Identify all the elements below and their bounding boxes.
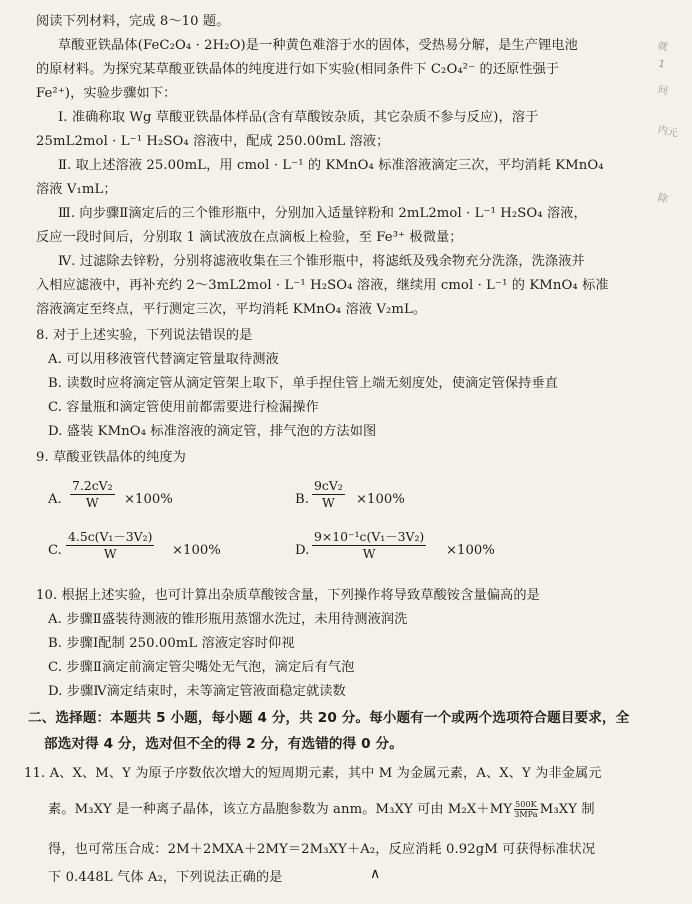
q11-line3: 得，也可常压合成：2M＋2MXA＋2MY＝2M₃XY＋A₂，反应消耗 0.92gM 可获得标准状况	[48, 842, 596, 857]
q10-option-b: B. 步骤Ⅰ配制 250.00mL 溶液定容时仰视	[48, 636, 295, 651]
q9-option-d-tail: ×100%	[446, 543, 495, 558]
step3-line-a: Ⅲ. 向步骤Ⅱ滴定后的三个锥形瓶中，分别加入适量锌粉和 2mL2mol · L⁻¹ H₂SO₄ 溶液，	[58, 206, 587, 221]
q9-option-a-denominator: W	[85, 495, 99, 510]
q10-stem: 10. 根据上述实验，也可计算出杂质草酸铵含量，下列操作将导致草酸铵含量偏高的是	[36, 588, 540, 603]
q9-option-c-denominator: W	[103, 546, 117, 561]
q8-stem: 8. 对于上述实验，下列说法错误的是	[36, 328, 253, 343]
margin-bleed-4: 内元	[656, 124, 679, 140]
margin-bleed-2: 1	[657, 58, 666, 71]
q10-option-c: C. 步骤Ⅱ滴定前滴定管尖嘴处无气泡，滴定后有气泡	[48, 660, 355, 675]
material-p1b: 的原材料。为探究某草酸亚铁晶体的纯度进行如下实验(相同条件下 C₂O₄²⁻ 的还原性强于	[36, 62, 560, 77]
reaction-condition-pressure: 3MPa	[514, 810, 538, 819]
q8-option-d: D. 盛装 KMnO₄ 标准溶液的滴定管，排气泡的方法如图	[48, 424, 377, 439]
material-p1a: 草酸亚铁晶体(FeC₂O₄ · 2H₂O)是一种黄色难溶于水的固体，受热易分解，是生产锂电池	[58, 38, 578, 53]
reaction-condition-arrow	[514, 800, 538, 819]
q9-option-a-fraction	[70, 478, 115, 510]
step1-line-b: 25mL2mol · L⁻¹ H₂SO₄ 溶液中，配成 250.00mL 溶液；	[36, 134, 390, 149]
q9-option-d-label: D.	[295, 543, 310, 558]
q9-option-a-label: A.	[48, 492, 62, 507]
step4-line-c: 溶液滴定至终点，平行测定三次，平均消耗 KMnO₄ 溶液 V₂mL。	[36, 302, 427, 317]
section2-instructions-line2: 部选对得 4 分，选对但不全的得 2 分，有选错的得 0 分。	[44, 736, 403, 752]
q11-line2	[48, 800, 595, 820]
q9-stem: 9. 草酸亚铁晶体的纯度为	[36, 450, 186, 465]
q9-option-b-numerator: 9cV₂	[314, 478, 343, 493]
q10-option-a: A. 步骤Ⅱ盛装待测液的锥形瓶用蒸馏水洗过，未用待测液润洗	[48, 612, 408, 627]
handwritten-caret-mark: ∧	[370, 866, 381, 882]
q11-line1: 11. A、X、M、Y 为原子序数依次增大的短周期元素，其中 M 为金属元素，A、X、Y 为非金属元	[24, 766, 602, 781]
q8-option-c: C. 容量瓶和滴定管使用前都需要进行检漏操作	[48, 400, 319, 415]
reaction-condition-temperature: 500K	[515, 800, 537, 809]
q9-option-c-numerator: 4.5c(V₁－3V₂)	[68, 529, 153, 544]
step1-line-a: Ⅰ. 准确称取 Wg 草酸亚铁晶体样品(含有草酸铵杂质，其它杂质不参与反应)，溶于	[58, 110, 539, 125]
margin-bleed-3: 问	[656, 84, 669, 98]
section2-instructions-line1: 二、选择题：本题共 5 小题，每小题 4 分，共 20 分。每小题有一个或两个选项符合题目要求，全	[28, 710, 630, 726]
step2-line-a: Ⅱ. 取上述溶液 25.00mL，用 cmol · L⁻¹ 的 KMnO₄ 标准溶液滴定三次，平均消耗 KMnO₄	[58, 158, 604, 173]
material-p1c: Fe²⁺)，实验步骤如下：	[36, 86, 177, 101]
q9-option-a-numerator: 7.2cV₂	[72, 478, 113, 493]
step4-line-b: 入相应滤液中，再补充约 2～3mL2mol · L⁻¹ H₂SO₄ 溶液，继续用 cmol · L⁻¹ 的 KMnO₄ 标准	[36, 278, 609, 293]
q9-option-d-denominator: W	[362, 546, 376, 561]
q9-option-b-denominator: W	[322, 495, 335, 510]
margin-bleed-1: 就	[656, 40, 669, 54]
q9-option-d-fraction	[312, 529, 426, 561]
q9-option-d-numerator: 9×10⁻¹c(V₁－3V₂)	[314, 529, 425, 544]
q9-option-a-tail: ×100%	[124, 492, 173, 507]
q9-option-b-tail: ×100%	[356, 492, 405, 507]
q8-option-b: B. 读数时应将滴定管从滴定管架上取下，单手捏住管上端无刻度处，使滴定管保持垂直	[48, 376, 559, 391]
q8-option-a: A. 可以用移液管代替滴定管量取待测液	[48, 352, 279, 367]
q9-option-c-fraction	[66, 529, 154, 561]
q9-option-c-tail: ×100%	[172, 543, 221, 558]
q11-line2-post: M₃XY 制	[539, 802, 595, 817]
step4-line-a: Ⅳ. 过滤除去锌粉，分别将滤液收集在三个锥形瓶中，将滤纸及残余物充分洗涤，洗涤液并	[58, 254, 585, 269]
step3-line-b: 反应一段时间后，分别取 1 滴试液放在点滴板上检验，至 Fe³⁺ 极微量；	[36, 230, 463, 245]
step2-line-b: 溶液 V₁mL；	[36, 182, 117, 197]
q9-option-b-fraction	[312, 478, 345, 510]
q9-option-b-label: B.	[295, 492, 309, 507]
q9-option-c-label: C.	[48, 543, 62, 558]
margin-bleed-5: 除	[656, 192, 669, 206]
q11-line2-pre: 素。M₃XY 是一种离子晶体，该立方晶胞参数为 anm。M₃XY 可由 M₂X＋MY	[48, 802, 513, 817]
intro-line: 阅读下列材料，完成 8～10 题。	[36, 14, 230, 29]
q10-option-d: D. 步骤Ⅳ滴定结束时，未等滴定管液面稳定就读数	[48, 684, 346, 699]
q11-line4: 下 0.448L 气体 A₂，下列说法正确的是	[48, 870, 283, 885]
